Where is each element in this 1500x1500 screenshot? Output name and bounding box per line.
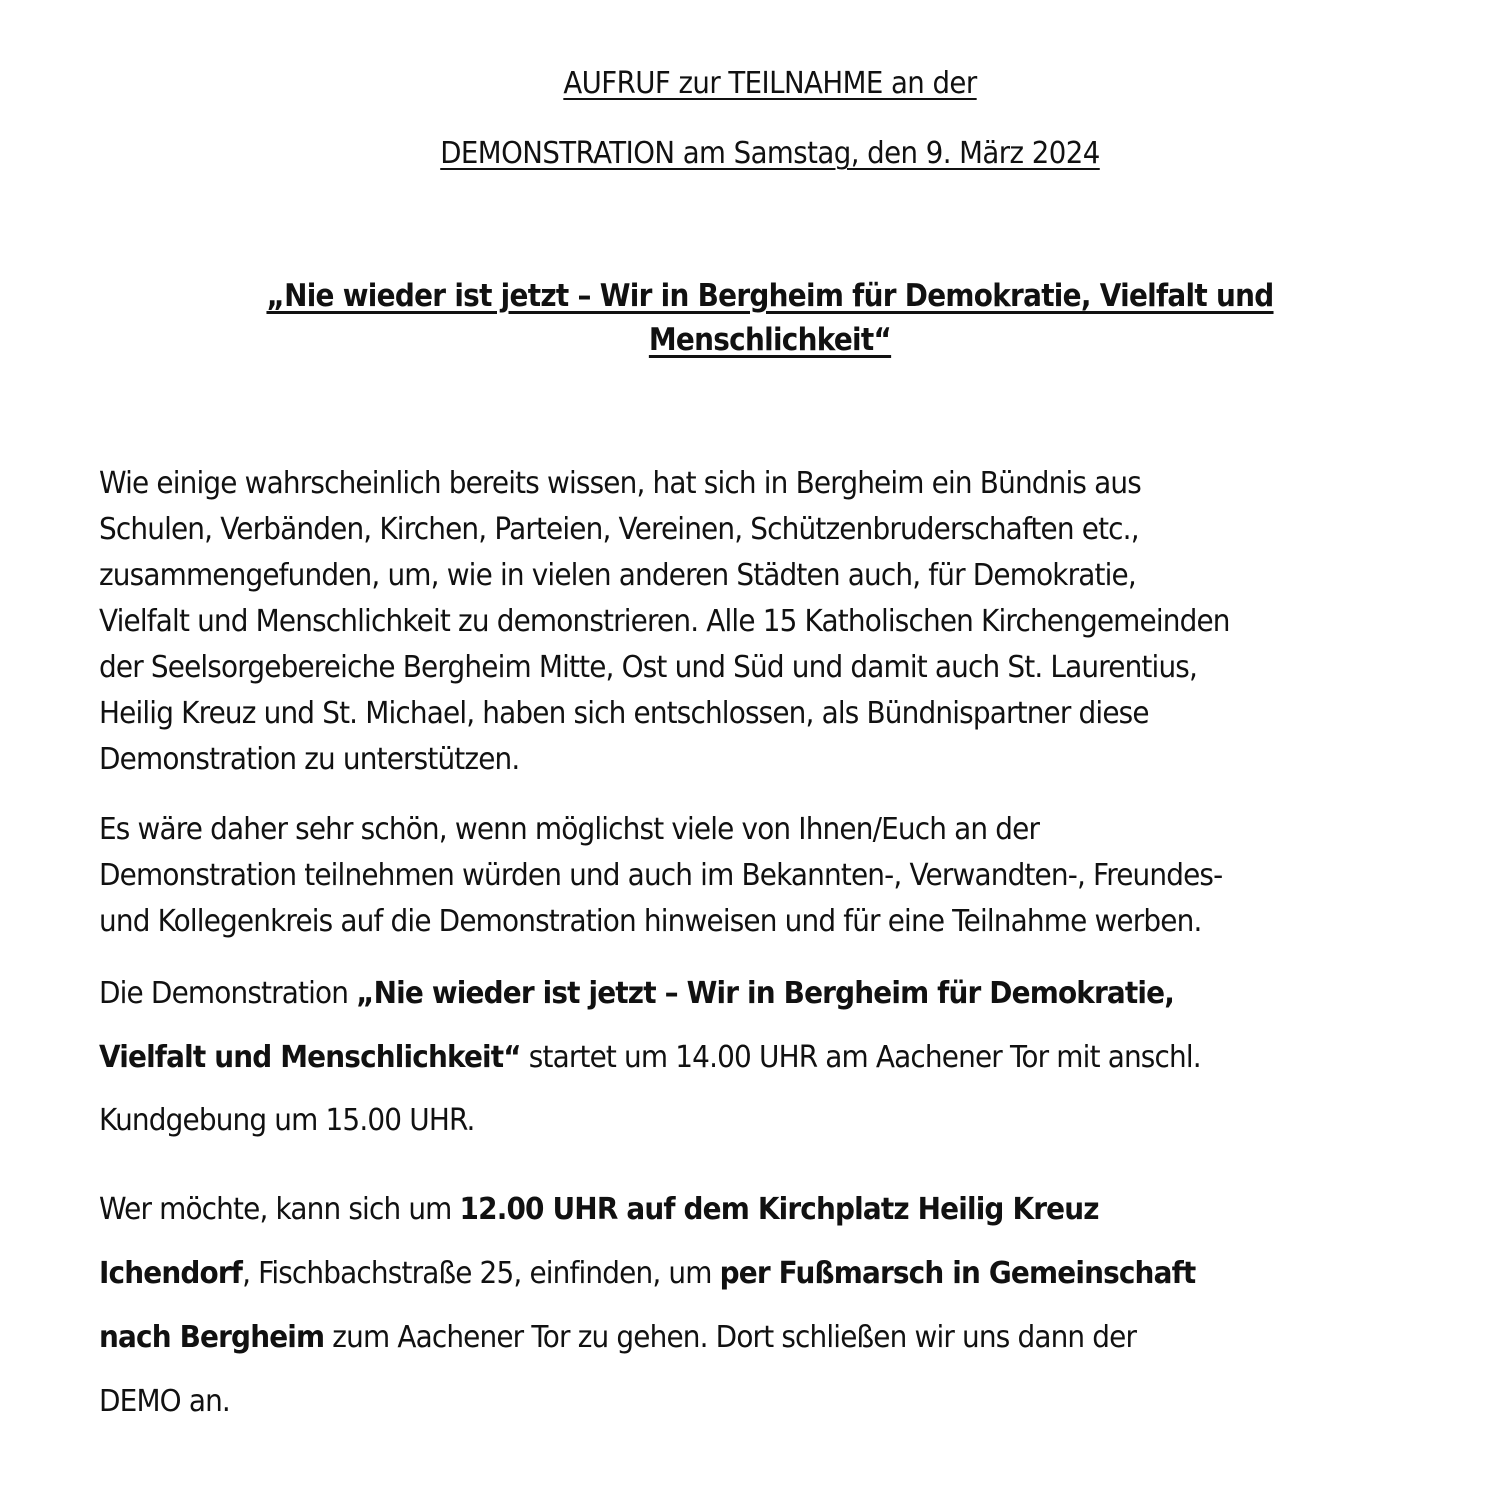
- header-line-1: AUFRUF zur TEILNAHME an der: [563, 66, 977, 101]
- paragraph-1-line: Wie einige wahrscheinlich bereits wissen, hat sich in Bergheim ein Bündnis aus: [99, 466, 1141, 501]
- paragraph-3-line: [99, 1040, 1201, 1075]
- text-segment: Wer möchte, kann sich um: [99, 1192, 460, 1227]
- paragraph-4-line: [99, 1192, 1099, 1227]
- motto-inline-bold: „Nie wieder ist jetzt – Wir in Bergheim für Demokratie,: [356, 976, 1174, 1011]
- paragraph-1-line: Vielfalt und Menschlichkeit zu demonstrieren. Alle 15 Katholischen Kirchengemeinden: [99, 604, 1230, 639]
- paragraph-1-line: Heilig Kreuz und St. Michael, haben sich entschlossen, als Bündnispartner diese: [99, 696, 1149, 731]
- paragraph-1-line: Demonstration zu unterstützen.: [99, 742, 520, 777]
- paragraph-4-line: DEMO an.: [99, 1384, 230, 1419]
- march-bold: per Fußmarsch in Gemeinschaft: [719, 1256, 1196, 1291]
- header-line-2: DEMONSTRATION am Samstag, den 9. März 2024: [440, 136, 1100, 171]
- paragraph-1-line: Schulen, Verbänden, Kirchen, Parteien, Vereinen, Schützenbruderschaften etc.,: [99, 512, 1139, 547]
- paragraph-4-line: [99, 1320, 1136, 1355]
- paragraph-2-line: Demonstration teilnehmen würden und auch im Bekannten-, Verwandten-, Freundes-: [99, 858, 1223, 893]
- march-bold: nach Bergheim: [99, 1320, 325, 1355]
- paragraph-2-line: und Kollegenkreis auf die Demonstration hinweisen und für eine Teilnahme werben.: [99, 904, 1202, 939]
- text-segment: zum Aachener Tor zu gehen. Dort schließen wir uns dann der: [324, 1320, 1137, 1355]
- paragraph-3-line: Kundgebung um 15.00 UHR.: [99, 1103, 475, 1138]
- paragraph-1-line: zusammengefunden, um, wie in vielen anderen Städten auch, für Demokratie,: [99, 558, 1136, 593]
- paragraph-1-line: der Seelsorgebereiche Bergheim Mitte, Ost und Süd und damit auch St. Laurentius,: [99, 650, 1198, 685]
- paragraph-4-line: [99, 1256, 1195, 1291]
- paragraph-2-line: Es wäre daher sehr schön, wenn möglichst viele von Ihnen/Euch an der: [99, 812, 1040, 847]
- meeting-point-bold: Ichendorf: [99, 1256, 243, 1291]
- motto-line-2: Menschlichkeit“: [648, 322, 892, 358]
- motto-inline-bold: Vielfalt und Menschlichkeit“: [99, 1040, 521, 1075]
- motto-line-1: „Nie wieder ist jetzt – Wir in Bergheim für Demokratie, Vielfalt und: [266, 278, 1274, 314]
- text-segment: Die Demonstration: [99, 976, 357, 1011]
- paragraph-3-line: [99, 976, 1174, 1011]
- meeting-point-bold: 12.00 UHR auf dem Kirchplatz Heilig Kreuz: [459, 1192, 1099, 1227]
- start-time-text: startet um 14.00 UHR am Aachener Tor mit anschl.: [520, 1040, 1201, 1075]
- address-text: , Fischbachstraße 25, einfinden, um: [242, 1256, 720, 1291]
